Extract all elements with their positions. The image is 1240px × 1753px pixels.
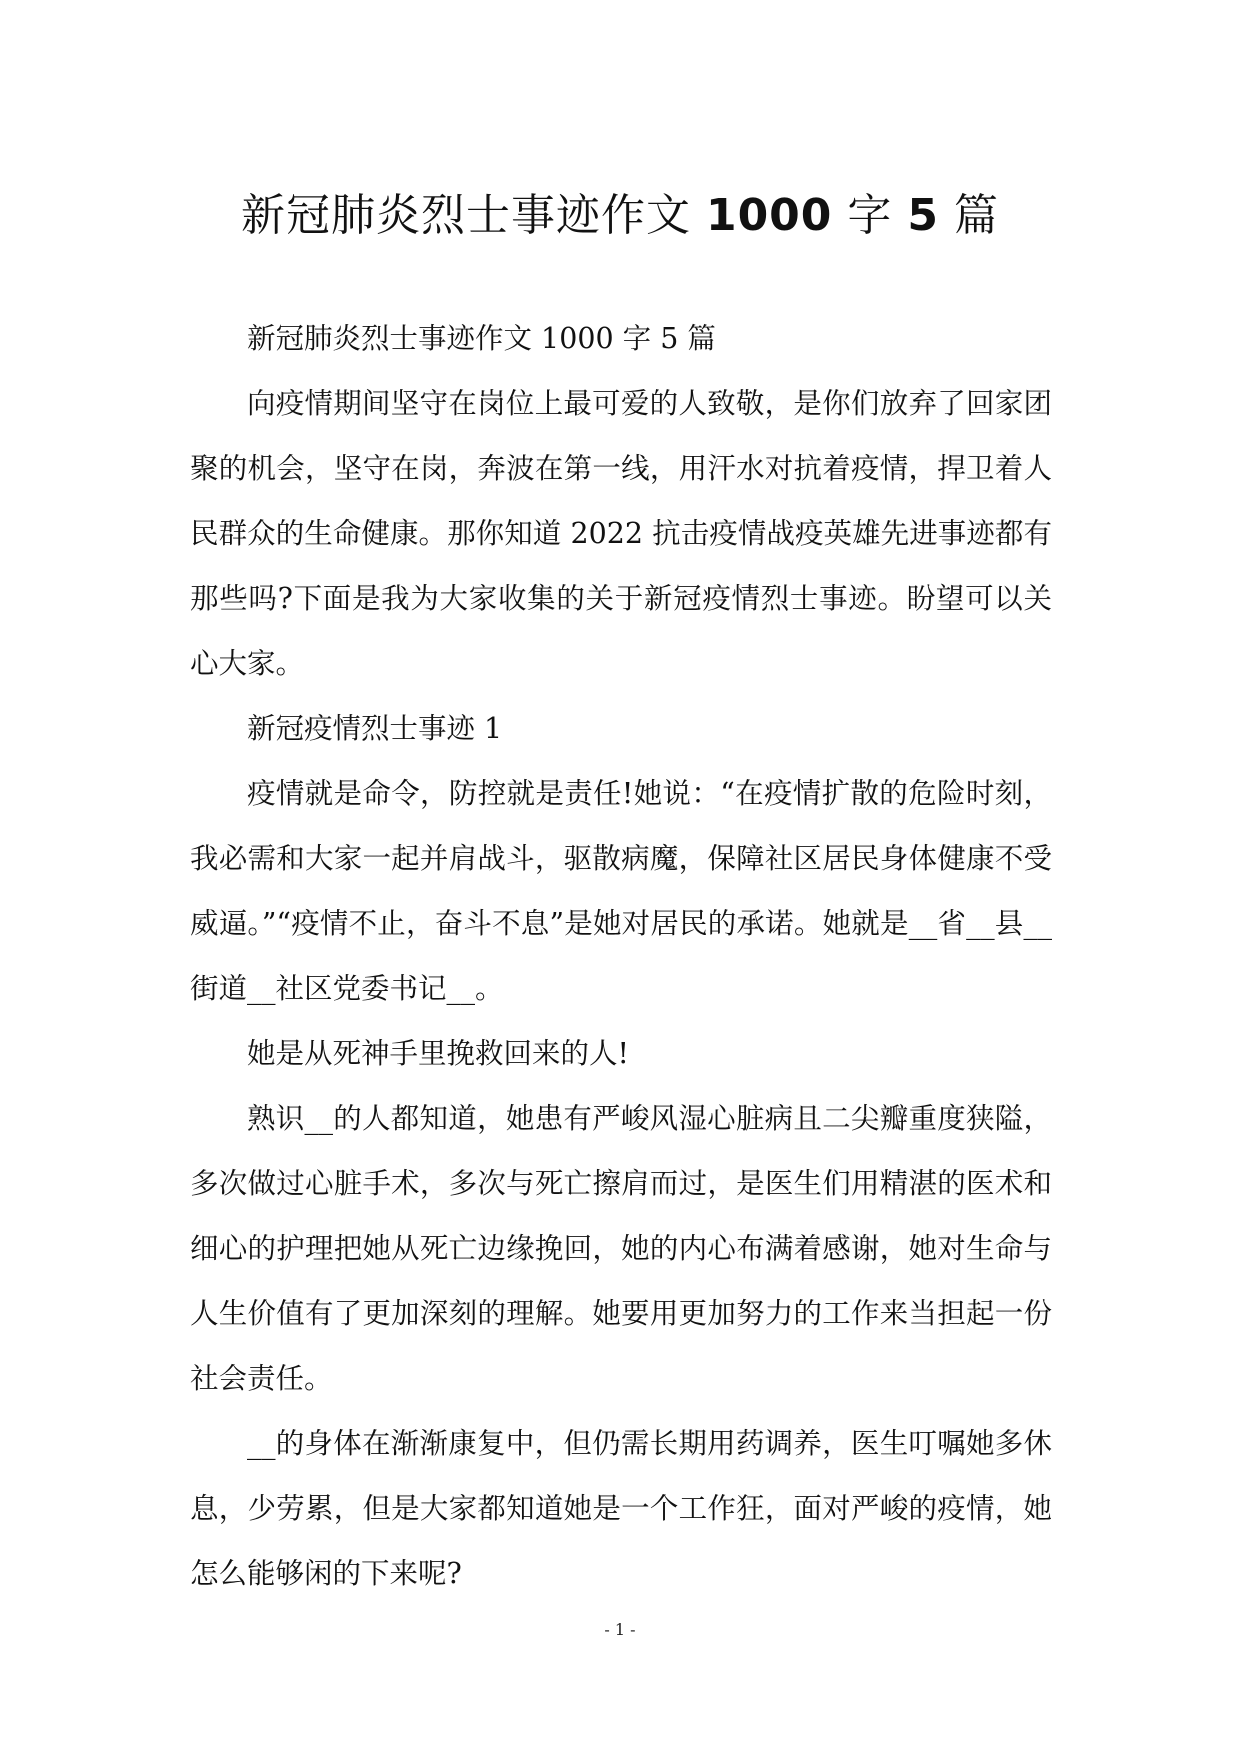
body-paragraph: 疫情就是命令，防控就是责任!她说：“在疫情扩散的危险时刻，我必需和大家一起并肩战斗，驱散病魔，保障社区居民身体健康不受威逼。”“疫情不止，奋斗不息”是她对居民的承诺。她就是__省__县__街道__社区党委书记__。 (190, 777, 1052, 1005)
title-suffix: 篇 (939, 190, 1000, 241)
title-prefix: 新冠肺炎烈士事迹作文 (240, 190, 706, 241)
body-paragraph: 熟识__的人都知道，她患有严峻风湿心脏病且二尖瓣重度狭隘，多次做过心脏手术，多次与死亡擦肩而过，是医生们用精湛的医术和细心的护理把她从死亡边缘挽回，她的内心布满着感谢，她对生命与人生价值有了更加深刻的理解。她要用更加努力的工作来当担起一份社会责任。 (190, 1102, 1052, 1395)
document-title (0, 188, 1240, 244)
document-body (190, 306, 1052, 1606)
body-paragraph: 她是从死神手里挽救回来的人! (247, 1037, 629, 1070)
body-paragraph: __的身体在渐渐康复中，但仍需长期用药调养，医生叮嘱她多休息，少劳累，但是大家都知道她是一个工作狂，面对严峻的疫情，她怎么能够闲的下来呢? (190, 1427, 1052, 1590)
page-number: - 1 - (604, 1620, 636, 1639)
section-heading-1: 新冠疫情烈士事迹 1 (247, 712, 503, 745)
subtitle-paragraph: 新冠肺炎烈士事迹作文 1000 字 5 篇 (247, 322, 716, 355)
title-mid: 字 (832, 190, 908, 241)
title-essay-count: 5 (907, 190, 940, 241)
intro-paragraph: 向疫情期间坚守在岗位上最可爱的人致敬，是你们放弃了回家团聚的机会，坚守在岗，奔波在第一线，用汗水对抗着疫情，捍卫着人民群众的生命健康。那你知道 2022 抗击疫情战疫英雄先进事迹都有那些吗?下面是我为大家收集的关于新冠疫情烈士事迹。盼望可以关心大家。 (190, 387, 1052, 680)
title-word-count: 1000 (705, 190, 833, 241)
